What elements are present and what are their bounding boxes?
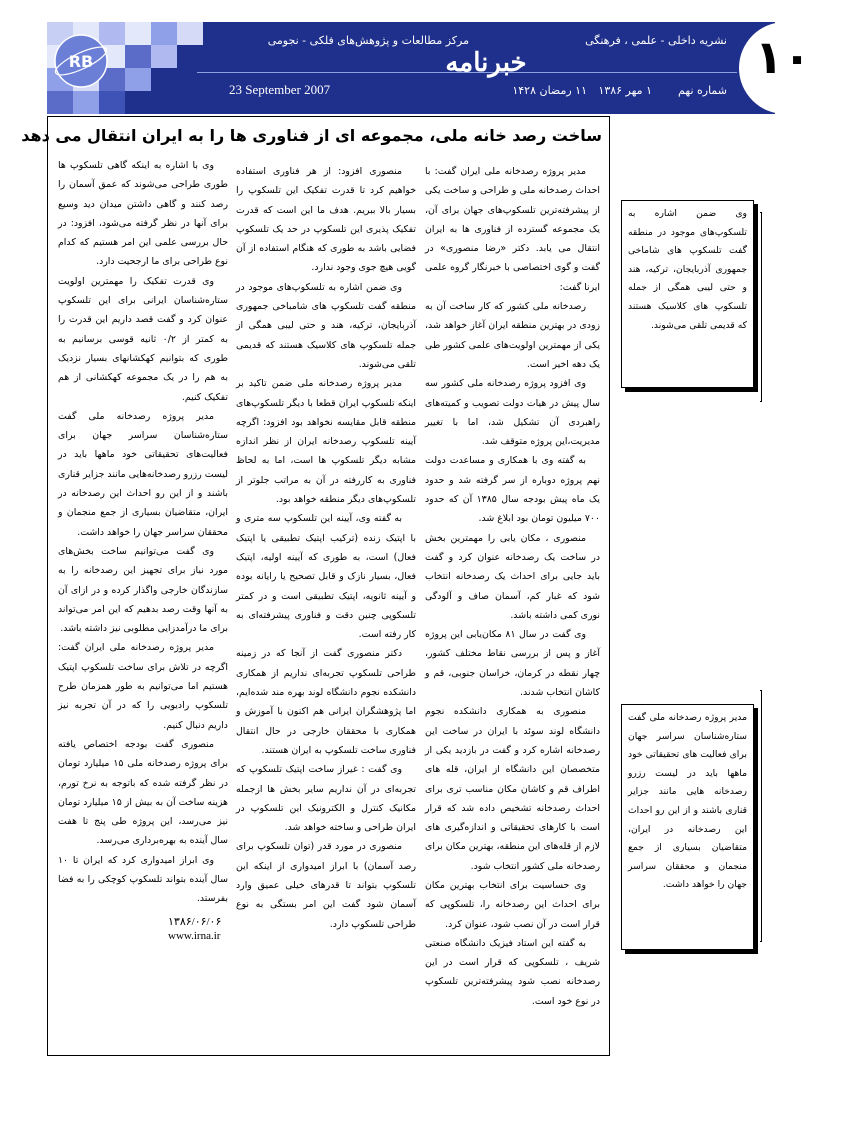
article-column-middle: [236, 162, 416, 1050]
issue-label: شماره نهم: [678, 84, 727, 97]
center-name: مرکز مطالعات و پژوهش‌های فلکی - نجومی: [267, 34, 469, 47]
paragraph: دکتر منصوری گفت از آنجا که در زمینه طراحی تلسکوپ تجربه‌ای نداریم از همکاری دانشکده نجوم دانشگاه لوند بهره مند شده‌ایم، اما پژوهشگران ایرانی هم اکنون با آموزش و همکاری با محققان خارجی در حال انتقال فناوری ساخت تلسکوپ به ایران هستند.: [236, 648, 416, 756]
paragraph: مدیر پروژه رصدخانه ملی ضمن تاکید بر اینکه تلسکوپ ایران قطعا با دیگر تلسکوپ‌های منطقه قابل مقایسه نخواهد بود افزود: اگرچه آیینه تلسکوپ رصدخانه ایران از نظر اندازه مشابه دیگر تلسکوپ ها است، اما به لحاظ فناوری به کاررفته در آن به مراتب جلوتر از تلسکوپ‌های دیگر منطقه خواهد بود.: [236, 378, 416, 506]
brand-title: خبرنامه: [445, 48, 527, 78]
paragraph: وی گفت در سال ۸۱ مکان‌یابی این پروژه آغاز و پس از بررسی نقاط مختلف کشور، چهار نقطه در کرمان، خراسان جنوبی، قم و کاشان انتخاب شدند.: [425, 629, 600, 699]
paragraph: وی قدرت تفکیک را مهمترین اولویت ستاره‌شناسان ایرانی برای این تلسکوپ عنوان کرد و گفت قصد داریم این قدرت را به کمتر از ۰/۲ ثانیه قوسی برسانیم به طوری که بتوانیم کهکشانهای بسیار نزدیک به هم را در یک مجموعه کهکشانی از هم تفکیک کنیم.: [58, 275, 229, 403]
paragraph: رصدخانه ملی کشور که کار ساخت آن به زودی در بهترین منطقه ایران آغاز خواهد شد، یکی از مهمترین اولویت‌های علمی کشور طی یک دهه اخیر است.: [425, 301, 600, 370]
paragraph: وی حساسیت برای انتخاب بهترین مکان برای احداث این رصدخانه را، تلسکوپی که قرار است در آن نصب شود، عنوان کرد.: [425, 879, 600, 930]
paragraph: منصوری گفت بودجه اختصاص یافته برای پروژه رصدخانه ملی ۱۵ میلیارد تومان در نظر گرفته شده که باتوجه به نرخ تورم، هزینه ساخت آن به بیش از ۱۵ میلیارد تومان نیز می‌رسد، این پروژه طی پنج تا هفت سال آینده به بهره‌برداری می‌رسد.: [58, 738, 228, 847]
paragraph: منصوری به همکاری دانشکده نجوم دانشگاه لوند سوئد با ایران در ساخت این رصدخانه اشاره کرد و گفت در بازدید یکی از متخصصان این دانشگاه از ایران، قله های اطراف قم و کاشان مکان مناسب تری برای احداث رصدخانه تشخیص داده شد که قرار است با کارهای تحقیقاتی و اندازه‌گیری های لازم از قله‌های این منطقه، بهترین مکان برای رصدخانه ملی کشور انتخاب شود.: [425, 706, 600, 872]
organization-logo: [51, 31, 111, 91]
paragraph: مدیر پروژه رصدخانه ملی گفت ستاره‌شناسان سراسر جهان برای فعالیت‌های تحقیقاتی خود ماهها باید در لیست رزرو رصدخانه‌هایی مانند جزایر قناری باشند و از این رو احداث این رصدخانه در ایران، متقاضیان بسیاری از جمع منجمان و محققان سراسر جهان را خواهد داشت.: [58, 410, 228, 538]
paragraph: وی افزود پروژه رصدخانه ملی کشور سه سال پیش در هیات دولت تصویب و کمیته‌های راهبردی آن تشکیل شد، اما با تغییر مدیریت،این پروژه متوقف شد.: [425, 378, 600, 448]
paragraph: وی با اشاره به اینکه گاهی تلسکوپ ها طوری طراحی می‌شوند که عمق آسمان را رصد کنند و گاهی داشتن میدان دید وسیع برای آنها در نظر گرفته می‌شود، افزود: در حال بررسی علمی این امر هستیم که کدام نوع طراحی برای ما ارجحیت دارد.: [58, 160, 228, 268]
pull-quote-bottom: مدیر پروژه رصدخانه ملی گفت ستاره‌شناسان سراسر جهان برای فعالیت های تحقیقاتی خود ماهها باید در لیست رزرو رصدخانه هایی مانند جزایر قناری باشند و از این رو احداث این رصدخانه در ایران، متقاضیان بسیاری از جمع منجمان و محققان سراسر جهان را خواهد داشت.: [621, 704, 754, 950]
article-headline: ساخت رصد خانه ملی، مجموعه ای از فناوری ها را به ایران انتقال می دهد: [21, 126, 602, 145]
paragraph: به گفته وی با همکاری و مساعدت دولت نهم پروژه دوباره از سر گرفته شد و حدود یک ماه پیش بودجه سال ۱۳۸۵ آن که حدود ۷۰۰ میلیون تومان بود ابلاغ شد.: [425, 455, 600, 525]
pull-quote-top-bracket: [760, 212, 762, 402]
date-hijri: ۱۱ رمضان ۱۴۲۸: [512, 84, 587, 97]
paragraph: منصوری در مورد قدر (توان تلسکوپ برای رصد آسمان) با ابراز امیدواری از اینکه این تلسکوپ بتواند تا قدرهای خیلی عمیق وارد آسمان شود گفت این امر بستگی به نوع طراحی تلسکوپ دارد.: [236, 841, 416, 930]
newsletter-header: [47, 22, 812, 114]
source-url: www.irna.ir: [168, 929, 221, 942]
article-column-left: [58, 156, 228, 1026]
paragraph: به گفته وی، آیینه این تلسکوپ سه متری و با اپتیک زنده (ترکیب اپتیک تطبیقی یا اپتیک فعال) است، به طوری که آیینه اولیه، اپتیک فعال، بسیار نازک و قابل تصحیح یا رایانه بوده و آیینه ثانویه، اپتیک تطبیقی است و در کمتر تلسکوپی چنین دقت و فناوری پیشرفته‌ای به کار رفته است.: [236, 513, 416, 641]
logo-text: RB: [68, 52, 94, 71]
article-column-right: [425, 162, 600, 1050]
pull-quote-top: وی ضمن اشاره به تلسکوپ‌های موجود در منطقه گفت تلسکوپ های شاماخی جمهوری آذربایجان، ترکیه، هند و حتی لیبی همگی از جمله تلسکوپ های کلاسیک هستند که قدیمی تلقی می‌شوند.: [621, 200, 754, 388]
paragraph: وی ضمن اشاره به تلسکوپ‌های موجود در منطقه گفت تلسکوپ های شامباخی جمهوری آذربایجان، ترکیه، هند و حتی لیبی همگی از جمله تلسکوپ های کلاسیک هستند که قدیمی تلقی می‌شوند.: [236, 281, 416, 370]
paragraph: مدیر پروژه رصدخانه ملی ایران گفت: اگرچه در تلاش برای ساخت تلسکوپ اپتیک هستیم اما می‌توانیم به طور همزمان طرح تلسکوپ رادیویی را که در آن تجربه نیز داریم دنبال کنیم.: [58, 642, 228, 731]
paragraph: به گفته این استاد فیزیک دانشگاه صنعتی شریف ، تلسکوپی که قرار است در این رصدخانه نصب شود پیشرفته‌ترین تلسکوپ در نوع خود است.: [425, 937, 600, 1007]
paragraph: مدیر پروژه رصدخانه ملی ایران گفت: با احداث رصدخانه ملی و طراحی و ساخت یکی از پیشرفته‌ترین تلسکوپ‌های جهان برای آن، یک مجموعه گسترده از فناوری ها به ایران انتقال می یابد. دکتر «رضا منصوری» در گفت و گوی اختصاصی با خبرنگار گروه علمی ایرنا گفت:: [425, 166, 600, 293]
date-jalali: ۱ مهر ۱۳۸۶: [598, 84, 652, 97]
paragraph: منصوری ، مکان یابی را مهمترین بخش در ساخت یک رصدخانه عنوان کرد و گفت باید جایی برای احداث یک رصدخانه انتخاب شود که غبار کم، آسمان صاف و آلودگی نوری کمی داشته باشد.: [425, 532, 600, 621]
source-date: ۱۳۸۶/۰۶/۰۶: [168, 915, 222, 928]
paragraph: وی گفت : غیراز ساخت اپتیک تلسکوپ که تجربه‌ای در آن نداریم سایر بخش ها ازجمله مکانیک کنترل و الکترونیک این تلسکوپ در ایران طراحی و ساخته خواهد شد.: [236, 764, 416, 834]
paragraph: وی ابراز امیدواری کرد که ایران تا ۱۰ سال آینده بتواند تلسکوپ کوچکی را به فضا بفرستد.: [58, 854, 228, 905]
paragraph: وی گفت می‌توانیم ساخت بخش‌های مورد نیاز برای تجهیز این رصدخانه را به سازندگان خارجی واگذار کرده و در ازای آن به آنها وقت رصد بدهیم که این امر می‌تواند برای ما درآمدزایی مطلوبی نیز داشته باشد.: [58, 545, 228, 635]
pull-quote-bottom-bracket: [760, 690, 762, 942]
paragraph: منصوری افزود: از هر فناوری استفاده خواهیم کرد تا قدرت تفکیک این تلسکوپ را بسیار بالا ببریم. هدف ما این است که قدرت تفکیک پذیری این تلسکوپ در حد یک تلسکوپ فضایی باشد به طوری که هنگام استفاده از آن گویی هیچ جوی وجود ندارد.: [236, 166, 416, 274]
publication-type: نشریه داخلی - علمی ، فرهنگی: [585, 34, 727, 47]
issue-number: ۱۰: [754, 30, 812, 84]
date-gregorian: 23 September 2007: [229, 82, 331, 97]
